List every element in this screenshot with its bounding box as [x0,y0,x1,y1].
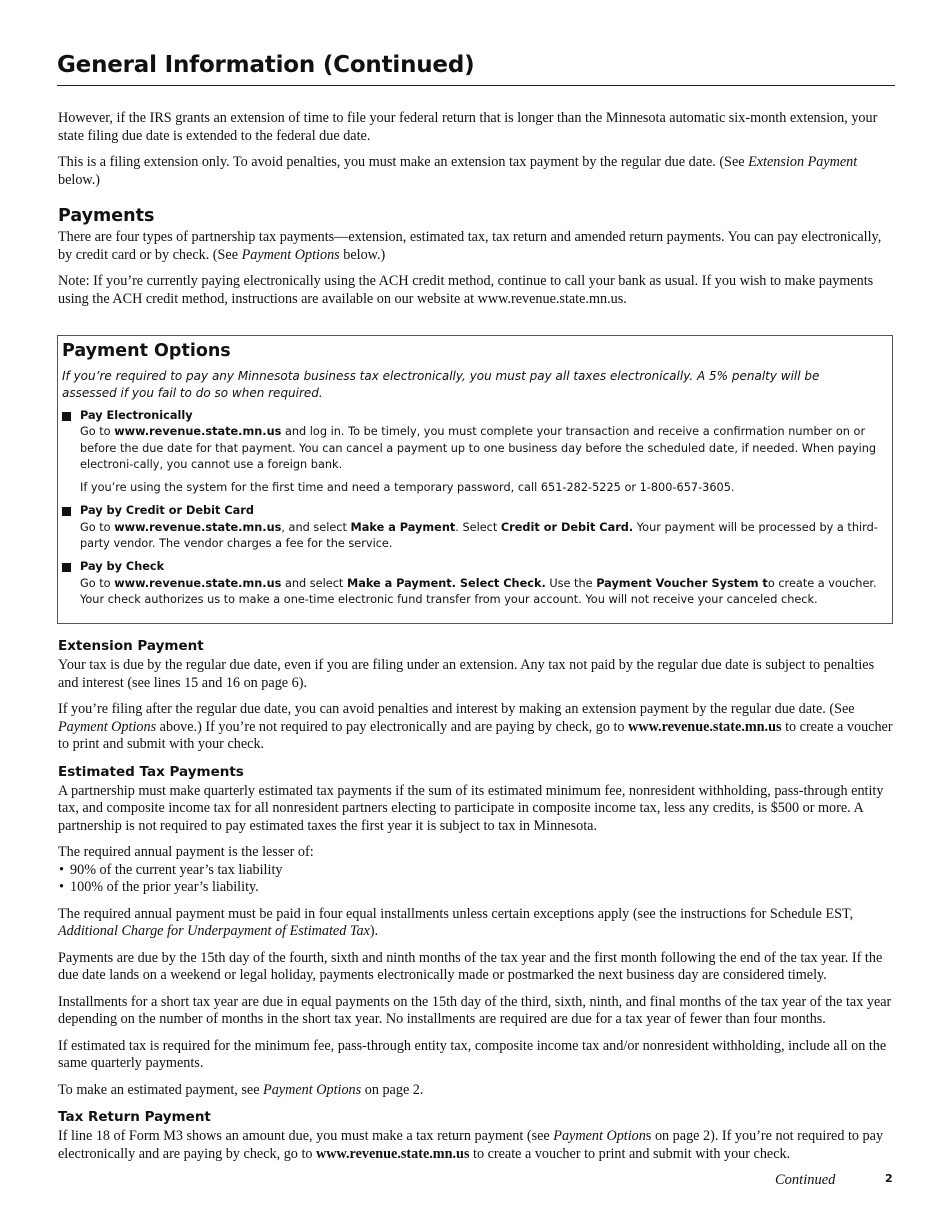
option-text: Go to www.revenue.state.mn.us and log in. To be timely, you must complete your transaction and receive a confirmation number on or before the due date for that payment. You can cancel a payment up to one business day before the scheduled date, if needed. When paying electroni-cally, you cannot use a foreign bank. [80,425,877,471]
lesser-list [58,862,894,897]
website-link[interactable]: www.revenue.state.mn.us [114,576,282,590]
square-bullet-icon [62,507,71,516]
estimated-paragraph-5: Installments for a short tax year are due in equal payments on the 15th day of the third, sixth, ninth, and final months of the tax year of the tax year depending on the number of months in the short tax year. No installments are required are due for a tax year of fewer than four months. [58,993,892,1027]
payment-options-ref: Payment Options [241,246,340,263]
extension-payment-heading: Extension Payment [58,638,204,654]
tax-return-payment-heading: Tax Return Payment [58,1109,211,1125]
payments-heading: Payments [58,206,155,226]
estimated-paragraph-1: A partnership must make quarterly estimated tax payments if the sum of its estimated minimum fee, nonresident withholding, pass-through entity tax, and composite income tax for all nonresident partners electing to participate in composite income tax, less any credits, is $500 or more. A partnership is not required to pay estimated taxes the first year it is subject to tax in Minnesota. [58,782,884,834]
top-section [58,110,894,317]
intro-paragraph-1: However, if the IRS grants an extension of time to file your federal return that is longer than the Minnesota automatic six-month extension, your state filing due date is extended to the federal due date. [58,110,878,144]
lower-section [58,637,894,1172]
continued-label: Continued [775,1172,836,1188]
option-pay-electronically [62,408,886,496]
option-title: Pay Electronically [80,409,193,422]
website-link[interactable]: www.revenue.state.mn.us [114,520,282,534]
estimated-paragraph-3: The required annual payment must be paid in four equal installments unless certain exceptions apply (see the instructions for Schedule EST, Additional Charge for Underpayment of Estimated Tax). [58,905,854,939]
title-rule [57,85,895,86]
payments-note: Note: If you’re currently paying electronically using the ACH credit method, continue to call your bank as usual. If you wish to make payments using the ACH credit method, instructions are available on our website at www.revenue.state.mn.us. [58,273,874,307]
payment-options-heading: Payment Options [62,341,231,361]
payment-options-box [57,335,893,624]
payments-paragraph-1: There are four types of partnership tax payments—extension, estimated tax, tax return and amended return payments. You can pay electronically, by credit card or by check. (See Payment Options below.) [58,229,882,263]
website-link[interactable]: www.revenue.state.mn.us [628,718,782,735]
option-text-2: If you’re using the system for the first time and need a temporary password, call 651-282-5225 or 1-800-657-3605. [80,481,735,495]
lesser-intro: The required annual payment is the lesser of: [58,844,314,860]
website-link[interactable]: www.revenue.state.mn.us [114,425,282,439]
extension-payment-ref: Extension Payment [748,154,858,170]
option-pay-credit-card [62,503,886,552]
option-title: Pay by Check [80,560,165,574]
payment-options-intro: If you’re required to pay any Minnesota business tax electronically, you must pay all taxes electronically. A 5% penalty will be assessed if you fail to do so when required. [62,369,820,400]
estimated-tax-heading: Estimated Tax Payments [58,763,244,780]
estimated-paragraph-6: If estimated tax is required for the minimum fee, pass-through entity tax, composite income tax and/or nonresident withholding, include all on the same quarterly payments. [58,1037,887,1071]
option-pay-check [62,559,886,608]
extension-paragraph-2: If you’re filing after the regular due date, you can avoid penalties and interest by making an extension payment by the regular due date. (See Payment Options above.) If you’re not required to pay electronically and are paying by check, go to www.revenue.state.mn.us to create a voucher to print and submit with your check. [58,701,893,752]
page-title: General Information (Continued) [57,52,475,78]
estimated-paragraph-7: To make an estimated payment, see Payment Options on page 2. [58,1081,424,1098]
square-bullet-icon [62,563,71,572]
list-item: • 90% of the current year’s tax liability [58,862,894,880]
list-item: • 100% of the prior year’s liability. [58,879,894,897]
square-bullet-icon [62,412,71,421]
tax-return-paragraph: If line 18 of Form M3 shows an amount due, you must make a tax return payment (see Payment Options on page 2). If you’re not required to pay electronically and are paying by check, go to www.revenue.state.mn.us to create a voucher to print and submit with your check. [58,1128,884,1162]
page-number: 2 [885,1172,893,1185]
option-text: Go to www.revenue.state.mn.us, and select Make a Payment. Select Credit or Debit Card. Your payment will be processed by a third-party vendor. The vendor charges a fee for the service. [80,520,878,551]
option-title: Pay by Credit or Debit Card [80,504,254,518]
intro-paragraph-2: This is a filing extension only. To avoid penalties, you must make an extension tax payment by the regular due date. (See Extension Payment below.) [58,154,858,188]
option-text: Go to www.revenue.state.mn.us and select Make a Payment. Select Check. Use the Payment Voucher System to create a voucher. Your check authorizes us to make a one-time electronic fund transfer from your account. You will not receive your canceled check. [80,576,877,606]
extension-paragraph-1: Your tax is due by the regular due date, even if you are filing under an extension. Any tax not paid by the regular due date is subject to penalties and interest (see lines 15 and 16 on page 6). [58,657,875,691]
estimated-paragraph-4: Payments are due by the 15th day of the fourth, sixth and ninth months of the tax year and the first month following the end of the tax year. If the due date lands on a weekend or legal holiday, payments electronically made or postmarked the next business day are considered timely. [58,949,883,983]
website-link[interactable]: www.revenue.state.mn.us [316,1145,470,1162]
